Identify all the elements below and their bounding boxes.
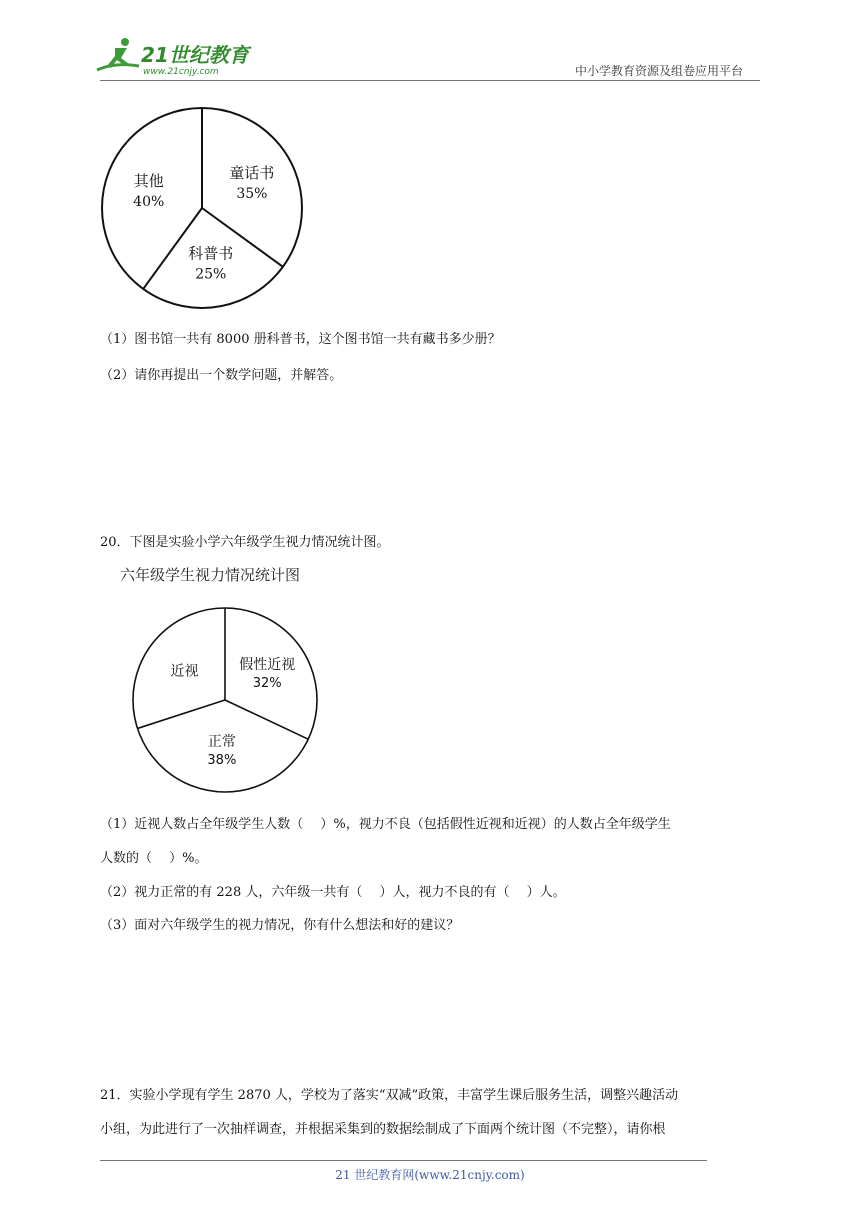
q21-line2: 小组，为此进行了一次抽样调查，并根据采集到的数据绘制成了下面两个统计图（不完整），请你根 bbox=[100, 1122, 666, 1137]
pie-chart-vision bbox=[120, 560, 350, 795]
footer-source: 21 世纪教育网(www.21cnjy.com) bbox=[335, 1168, 525, 1182]
q21-line1: 21．实验小学现有学生 2870 人，学校为了落实“双减”政策，丰富学生课后服务生活，调整兴趣活动 bbox=[100, 1088, 679, 1103]
slice-label: 科普书 bbox=[188, 244, 234, 263]
logo-url: www.21cnjy.com bbox=[143, 67, 219, 77]
q20-sub3: （3）面对六年级学生的视力情况，你有什么想法和好的建议？ bbox=[100, 918, 460, 933]
q20-sub2: （2）视力正常的有 228 人，六年级一共有（ ）人，视力不良的有（ ）人。 bbox=[100, 885, 566, 900]
q19-sub2: （2）请你再提出一个数学问题，并解答。 bbox=[100, 368, 343, 383]
chart-title: 六年级学生视力情况统计图 bbox=[120, 566, 301, 584]
slice-label: 假性近视 bbox=[239, 657, 296, 674]
q20-sub1-line1: （1）近视人数占全年级学生人数（ ）%，视力不良（包括假性近视和近视）的人数占全年级学生 bbox=[100, 817, 671, 832]
slice-value: 35% bbox=[236, 185, 268, 202]
slice-value: 38% bbox=[207, 752, 237, 768]
slice-value: 40% bbox=[133, 193, 165, 210]
q20-stem: 20．下图是实验小学六年级学生视力情况统计图。 bbox=[100, 535, 390, 550]
runner-icon bbox=[97, 38, 139, 70]
slice-label: 近视 bbox=[170, 663, 199, 680]
footer-divider bbox=[100, 1160, 707, 1161]
pie-divider-line bbox=[225, 700, 308, 739]
header-divider bbox=[100, 80, 760, 81]
slice-label: 其他 bbox=[133, 171, 164, 190]
slice-value: 25% bbox=[195, 266, 227, 283]
slice-label: 童话书 bbox=[229, 163, 275, 182]
q20-sub1-line2: 人数的（ ）%。 bbox=[100, 851, 208, 866]
logo-text: 21世纪教育 bbox=[141, 43, 249, 67]
pie-divider-line bbox=[138, 700, 225, 728]
q19-sub1: （1）图书馆一共有 8000 册科普书，这个图书馆一共有藏书多少册？ bbox=[100, 332, 501, 347]
platform-name: 中小学教育资源及组卷应用平台 bbox=[575, 64, 744, 78]
pie-chart-books bbox=[95, 104, 310, 312]
slice-value: 32% bbox=[252, 676, 282, 692]
site-logo bbox=[95, 36, 265, 78]
slice-label: 正常 bbox=[207, 733, 236, 750]
